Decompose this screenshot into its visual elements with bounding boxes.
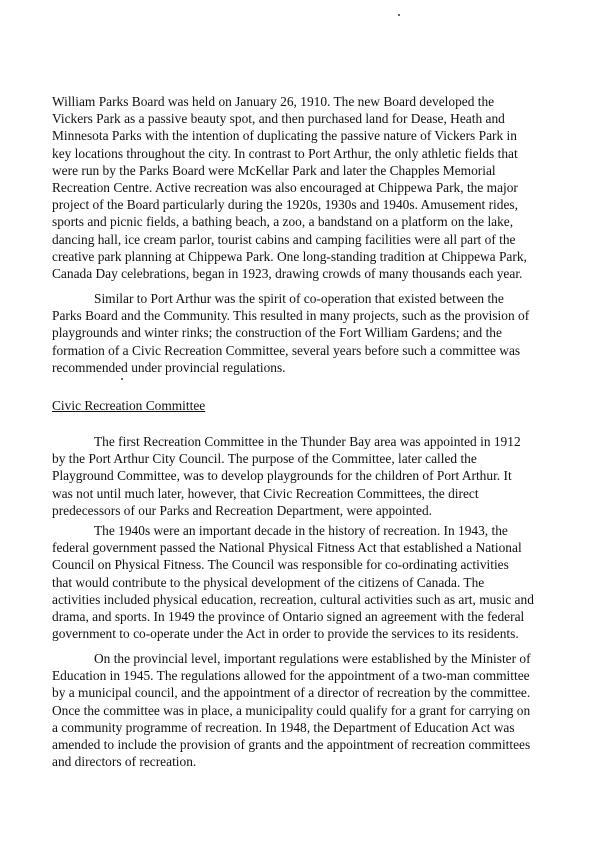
text-line: The 1940s were an important decade in the history of recreation. In 1943, the — [94, 523, 508, 538]
text-line: On the provincial level, important regulations were established by the Minister of — [94, 651, 531, 666]
text-line: Recreation Centre. Active recreation was also encouraged at Chippewa Park, the major — [52, 180, 518, 196]
paragraph-first-committee — [52, 433, 572, 519]
paragraph-cooperation — [52, 290, 572, 376]
paragraph-1940s — [52, 522, 572, 642]
text-line: creative park planning at Chippewa Park. One long-standing tradition at Chippewa Park, — [52, 248, 527, 264]
text-line: activities included physical education, recreation, cultural activities such as art, music and — [52, 591, 534, 607]
text-line: recommended under provincial regulations. — [52, 359, 286, 375]
text-line: Council on Physical Fitness. The Council was responsible for co-ordinating activities — [52, 557, 509, 573]
text-line: federal government passed the National Physical Fitness Act that established a National — [52, 540, 522, 556]
text-line: project of the Board particularly during the 1920s, 1930s and 1940s. Amusement rides, — [52, 197, 518, 213]
text-line: predecessors of our Parks and Recreation Department, were appointed. — [52, 502, 433, 518]
text-line: was not until much later, however, that Civic Recreation Committees, the direct — [52, 485, 479, 501]
text-line: that would contribute to the physical development of the citizens of Canada. The — [52, 574, 485, 590]
text-line: Canada Day celebrations, began in 1923, drawing crowds of many thousands each year. — [52, 266, 523, 282]
scan-speck — [121, 378, 123, 380]
text-line: amended to include the provision of grants and the appointment of recreation committees — [52, 737, 531, 753]
text-line: government to co-operate under the Act in order to provide the services to its residents. — [52, 626, 519, 642]
text-line: and directors of recreation. — [52, 754, 197, 770]
text-line: William Parks Board was held on January 26, 1910. The new Board developed the — [52, 94, 495, 109]
text-line: sports and picnic fields, a bathing beach, a zoo, a bandstand on a platform on the lake, — [52, 214, 514, 230]
paragraph-provincial-level — [52, 650, 572, 770]
text-line: Once the committee was in place, a municipality could qualify for a grant for carrying on — [52, 702, 531, 718]
text-line: The first Recreation Committee in the Thunder Bay area was appointed in 1912 — [94, 434, 521, 449]
text-line: dancing hall, ice cream parlor, tourist cabins and camping facilities were all part of the — [52, 231, 516, 247]
text-line: drama, and sports. In 1949 the province of Ontario signed an agreement with the federal — [52, 609, 525, 625]
text-line: were run by the Parks Board were McKellar Park and later the Chapples Memorial — [52, 162, 496, 178]
text-line: playgrounds and winter rinks; the construction of the Fort William Gardens; and the — [52, 325, 502, 341]
text-line: Parks Board and the Community. This resulted in many projects, such as the provision of — [52, 308, 530, 324]
scan-speck — [398, 14, 400, 16]
text-line: Education in 1945. The regulations allowed for the appointment of a two-man committee — [52, 668, 530, 684]
text-line: by the Port Arthur City Council. The purpose of the Committee, later called the — [52, 451, 477, 467]
text-line: Vickers Park as a passive beauty spot, and then purchased land for Dease, Heath and — [52, 111, 505, 127]
text-line: Similar to Port Arthur was the spirit of co-operation that existed between the — [94, 291, 504, 306]
text-line: formation of a Civic Recreation Committee, several years before such a committee was — [52, 342, 521, 358]
text-line: Playground Committee, was to develop playgrounds for the children of Port Arthur. It — [52, 468, 512, 484]
paragraph-fort-william-parks — [52, 93, 572, 282]
text-line: by a municipal council, and the appointment of a director of recreation by the committee. — [52, 685, 531, 701]
text-line: Minnesota Parks with the intention of duplicating the passive nature of Vickers Park in — [52, 128, 517, 144]
section-heading: Civic Recreation Committee — [52, 398, 206, 413]
text-line: key locations throughout the city. In contrast to Port Arthur, the only athletic fields that — [52, 145, 518, 161]
text-line: a community programme of recreation. In 1948, the Department of Education Act was — [52, 719, 515, 735]
